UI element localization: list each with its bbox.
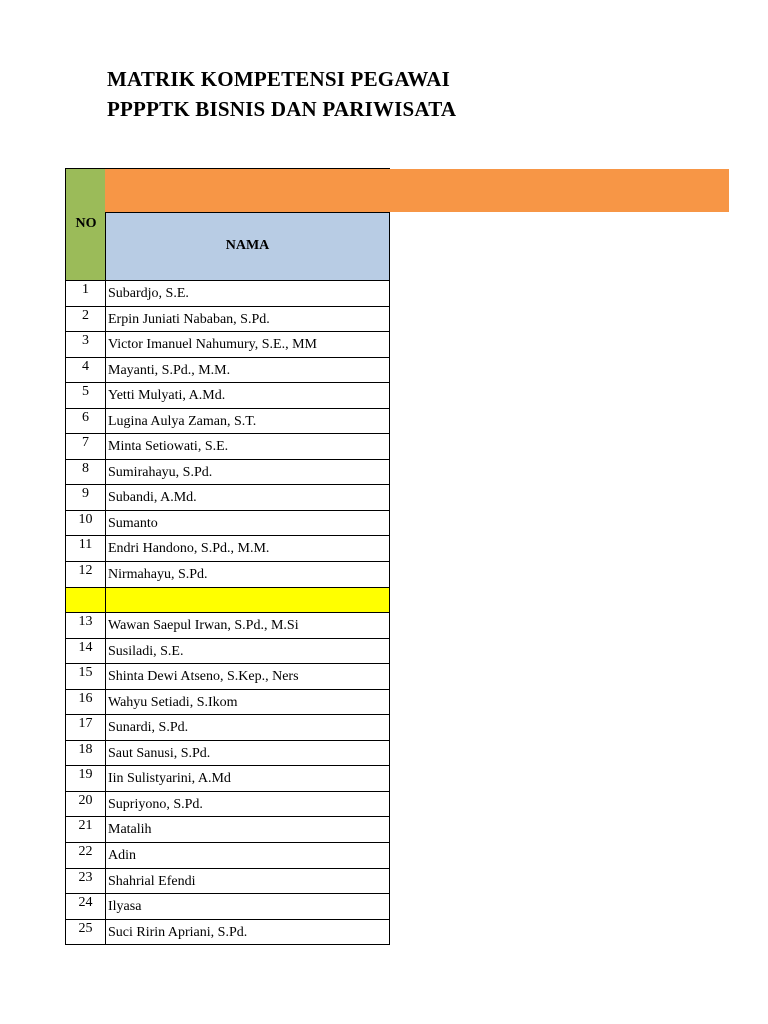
row-name: Wahyu Setiadi, S.Ikom [105, 690, 390, 716]
column-header-no [65, 168, 105, 281]
row-number: 3 [65, 332, 105, 358]
table-row [65, 332, 390, 358]
row-number: 14 [65, 639, 105, 665]
row-name: Matalih [105, 817, 390, 843]
document-title [107, 64, 457, 124]
row-name: Wawan Saepul Irwan, S.Pd., M.Si [105, 613, 390, 639]
row-name: Ilyasa [105, 894, 390, 920]
table-row [65, 894, 390, 920]
table-row [65, 281, 390, 307]
table-row [65, 843, 390, 869]
row-number: 21 [65, 817, 105, 843]
table-row [65, 766, 390, 792]
table-row [65, 613, 390, 639]
row-number: 18 [65, 741, 105, 767]
row-number: 23 [65, 869, 105, 895]
row-number: 20 [65, 792, 105, 818]
table-row [65, 358, 390, 384]
row-name: Minta Setiowati, S.E. [105, 434, 390, 460]
row-name: Erpin Juniati Nababan, S.Pd. [105, 307, 390, 333]
table-row [65, 920, 390, 946]
row-number: 4 [65, 358, 105, 384]
row-number: 10 [65, 511, 105, 537]
row-number: 17 [65, 715, 105, 741]
row-name: Subandi, A.Md. [105, 485, 390, 511]
staff-table-body [65, 281, 390, 945]
row-name: Victor Imanuel Nahumury, S.E., MM [105, 332, 390, 358]
table-row [65, 664, 390, 690]
row-name: Nirmahayu, S.Pd. [105, 562, 390, 588]
row-number: 19 [65, 766, 105, 792]
table-row [65, 817, 390, 843]
row-name [105, 588, 390, 614]
row-name: Shinta Dewi Atseno, S.Kep., Ners [105, 664, 390, 690]
row-number: 7 [65, 434, 105, 460]
row-name: Shahrial Efendi [105, 869, 390, 895]
table-row [65, 383, 390, 409]
table-row [65, 485, 390, 511]
row-name: Suci Ririn Apriani, S.Pd. [105, 920, 390, 946]
row-number: 12 [65, 562, 105, 588]
column-header-nama [105, 212, 390, 281]
row-name: Saut Sanusi, S.Pd. [105, 741, 390, 767]
row-number: 25 [65, 920, 105, 946]
row-number: 6 [65, 409, 105, 435]
row-name: Mayanti, S.Pd., M.M. [105, 358, 390, 384]
row-number: 9 [65, 485, 105, 511]
table-row [65, 434, 390, 460]
row-name: Sumanto [105, 511, 390, 537]
row-number: 11 [65, 536, 105, 562]
table-row [65, 562, 390, 588]
row-name: Endri Handono, S.Pd., M.M. [105, 536, 390, 562]
row-number: 15 [65, 664, 105, 690]
table-row [65, 869, 390, 895]
table-row [65, 690, 390, 716]
row-number: 24 [65, 894, 105, 920]
row-name: Supriyono, S.Pd. [105, 792, 390, 818]
row-name: Sunardi, S.Pd. [105, 715, 390, 741]
row-name: Yetti Mulyati, A.Md. [105, 383, 390, 409]
title-line-2: PPPPTK BISNIS DAN PARIWISATA [107, 97, 457, 121]
row-number: 8 [65, 460, 105, 486]
table-row [65, 460, 390, 486]
row-number: 22 [65, 843, 105, 869]
table-row [65, 715, 390, 741]
table-row [65, 741, 390, 767]
orange-header-band [105, 169, 729, 212]
column-header-nama-label: NAMA [225, 238, 270, 253]
row-name: Iin Sulistyarini, A.Md [105, 766, 390, 792]
row-number: 5 [65, 383, 105, 409]
table-row [65, 409, 390, 435]
row-name: Subardjo, S.E. [105, 281, 390, 307]
row-name: Adin [105, 843, 390, 869]
table-row [65, 536, 390, 562]
table-row [65, 639, 390, 665]
separator-row [65, 588, 390, 614]
column-header-no-label: NO [75, 216, 97, 231]
table-row [65, 792, 390, 818]
row-number: 1 [65, 281, 105, 307]
row-number: 16 [65, 690, 105, 716]
title-line-1: MATRIK KOMPETENSI PEGAWAI [107, 67, 450, 91]
row-number: 13 [65, 613, 105, 639]
row-name: Sumirahayu, S.Pd. [105, 460, 390, 486]
table-row [65, 307, 390, 333]
row-number: 2 [65, 307, 105, 333]
table-row [65, 511, 390, 537]
table-top-border [105, 168, 390, 169]
row-name: Lugina Aulya Zaman, S.T. [105, 409, 390, 435]
row-name: Susiladi, S.E. [105, 639, 390, 665]
row-number [65, 588, 105, 614]
